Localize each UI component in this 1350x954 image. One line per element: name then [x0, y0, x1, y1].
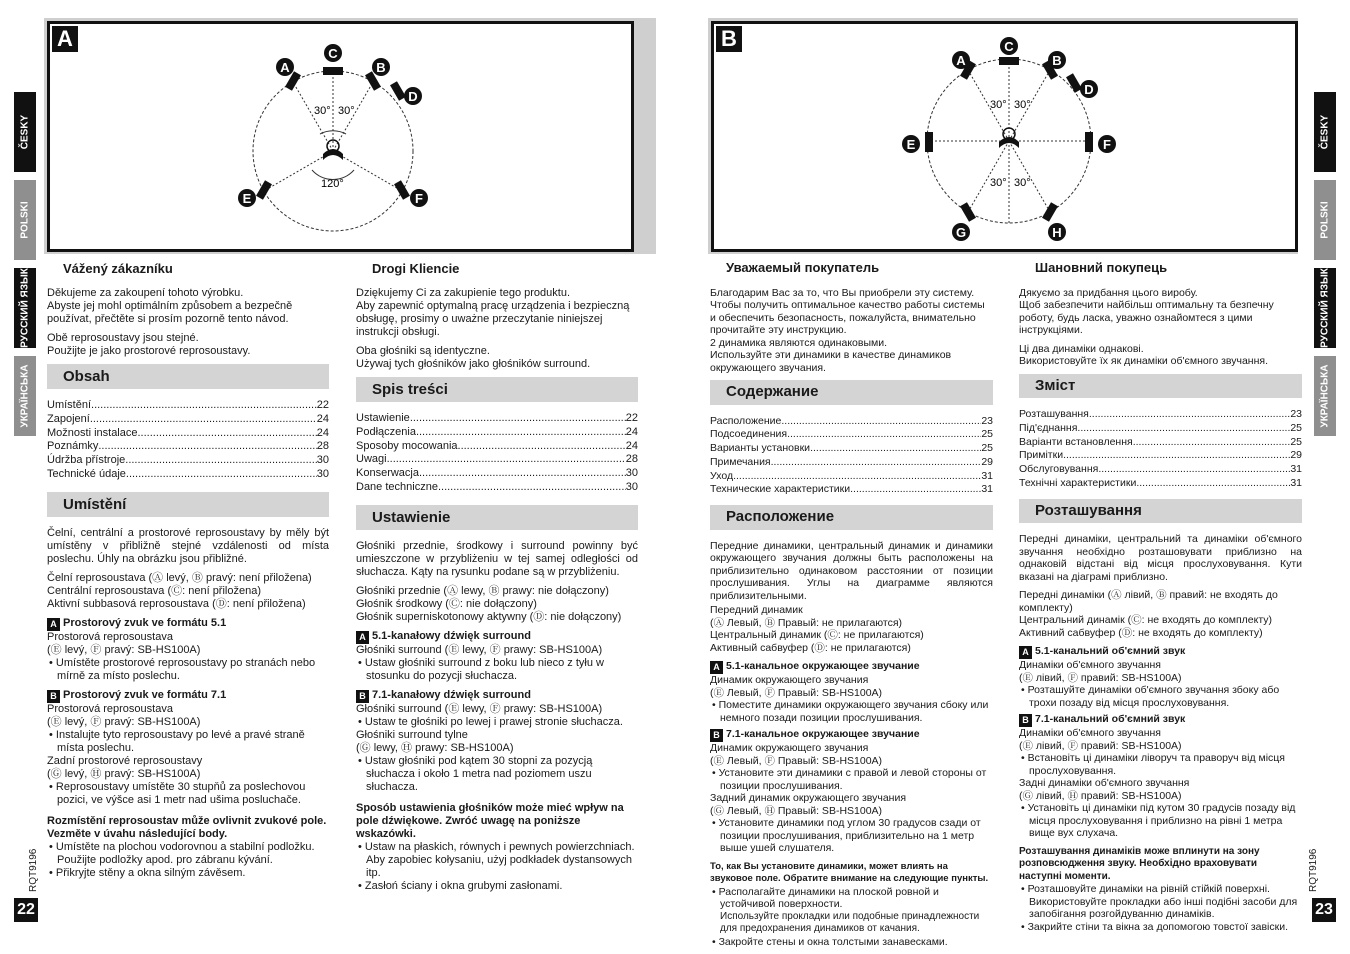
- text-line: (Ⓖ Левый, Ⓗ Правый: SB-HS100A): [710, 804, 883, 817]
- bullet-continuation: Використовуйте прокладки або інші подібні засоби для запобігання розгойдуванню динаміків.: [1029, 895, 1298, 921]
- toc-item: Розташування ..... 23: [1019, 408, 1302, 422]
- toc: [356, 412, 638, 495]
- column-russian: [710, 262, 993, 948]
- bullet: • Ustaw te głośniki po lewej i prawej stronie słuchacza.: [358, 715, 623, 728]
- tab-ukrainska-right: УКРАЇНСЬКА: [1314, 356, 1336, 436]
- svg-text:D: D: [1084, 82, 1094, 97]
- speaker-f-marker: [410, 189, 428, 207]
- bullet: • Розташуйте динаміки об'ємного звучання збоку або трохи позаду від місця прослуховування.: [1021, 684, 1280, 709]
- subhead-a: A 5.1-канальний об'ємний звук: [1019, 645, 1302, 659]
- note-heading: То, как Вы установите динамики, может влиять на звуковое поле. Обратите внимание на следующие пункты.: [710, 860, 989, 885]
- bullet: • Instalujte tyto reprosoustavy po levé a pravé straně místa poslechu.: [49, 728, 305, 754]
- toc: [1019, 408, 1302, 491]
- speaker-b-marker: [372, 58, 390, 76]
- speaker-c-bar: [999, 57, 1019, 65]
- speaker-c-marker: [324, 44, 342, 62]
- column-czech: [47, 262, 329, 880]
- text-line: Динамик окружающего звучания: [710, 742, 869, 755]
- bullet: • Установіть ці динаміки під кутом 30 градусів позаду від місця прослуховування і приблизно на рівні 1 метра вище вух слухача.: [1021, 802, 1296, 840]
- speaker-a-marker: [952, 51, 970, 69]
- section-title: Ustawienie: [356, 505, 638, 530]
- toc-item: Уход ..... 31: [710, 470, 993, 484]
- bullet: • Располагайте динамики на плоской ровной и устойчивой поверхности.: [712, 885, 939, 911]
- figure-b-7-1-layout: [711, 21, 1298, 252]
- figure-a-diagram: [50, 24, 631, 249]
- section-title: Umístění: [47, 492, 329, 517]
- tab-russkiy-right: РУССКИЙ ЯЗЫК: [1314, 268, 1336, 348]
- speaker-c-bar: [323, 67, 343, 75]
- speaker-list: Передний динамик (Ⓐ Левый, Ⓑ Правый: не прилагаются) Центральный динамик (Ⓒ: не прилагаются) Активный сабвуфер (Ⓓ: не прилагаются): [710, 604, 924, 654]
- intro-note: Oba głośniki są identyczne. Używaj tych głośników jako głośników surround.: [356, 345, 591, 370]
- speaker-list: Głośniki przednie (Ⓐ lewy, Ⓑ prawy: nie dołączony) Głośnik środkowy (Ⓒ: nie dołączony) Głośnik superniskotonowy aktywny (Ⓓ: nie dołączony): [356, 584, 622, 623]
- intro: Дякуємо за придбання цього виробу. Щоб забезпечити найбільш оптимальну та безпечну роботу, будь ласка, уважно ознайомтеся з цими інструкціями.: [1019, 286, 1274, 336]
- figure-a-5-1-layout: [47, 21, 634, 252]
- text-line: (Ⓖ lewy, Ⓗ prawy: SB-HS100A): [356, 741, 514, 754]
- doc-code-left: RQT9196: [28, 848, 39, 892]
- subhead-b: B Prostorový zvuk ve formátu 7.1: [47, 689, 329, 703]
- text-line: Динаміки об'ємного звучання: [1019, 659, 1161, 672]
- speaker-h-bar: [1042, 202, 1058, 222]
- tab-cesky-right: ČESKY: [1314, 92, 1336, 172]
- svg-text:E: E: [906, 137, 916, 152]
- text-line: (Ⓖ levý, Ⓗ pravý: SB-HS100A): [47, 767, 201, 780]
- svg-text:A: A: [280, 60, 290, 75]
- section-title: Расположение: [710, 505, 993, 530]
- svg-text:B: B: [1052, 53, 1062, 68]
- page-number-right: 23: [1312, 898, 1336, 922]
- svg-text:C: C: [328, 46, 338, 61]
- text-line: Zadní prostorové reprosoustavy: [47, 754, 203, 767]
- svg-text:B: B: [376, 60, 386, 75]
- speaker-list: Čelní reprosoustava (Ⓐ levý, Ⓑ pravý: není přiložena) Centrální reprosoustava (Ⓒ: není přiložena) Aktivní subbasová reprosoustava (Ⓓ: není přiložena): [47, 571, 312, 610]
- bullet: • Розташовуйте динаміки на рівній стійкій поверхні.: [1021, 883, 1270, 896]
- toc-item: Ustawienie ..... 22: [356, 412, 638, 426]
- bullet: • Поместите динамики окружающего звучания сбоку или немного позади позиции прослушивания.: [712, 699, 989, 724]
- intro-note: Obě reprosoustavy jsou stejné. Použijte je jako prostorové reprosoustavy.: [47, 332, 251, 357]
- bullet: • Закрийте стіни та вікна за допомогою товстої завіски.: [1021, 920, 1289, 933]
- intro: Dziękujemy Ci za zakupienie tego produktu. Aby zapewnić optymalną pracę urządzenia i bezpieczną obsługę, prosimy o uważne przeczytanie niniejszej instrukcji obsługi.: [356, 287, 630, 338]
- toc-item: Технічні характеристики ..... 31: [1019, 477, 1302, 491]
- speaker-f-bar: [1085, 132, 1093, 152]
- toc-item: Dane techniczne ..... 30: [356, 481, 638, 495]
- speaker-f-marker: [1098, 135, 1116, 153]
- toc-item: Údržba přístroje ..... 30: [47, 454, 329, 468]
- svg-text:E: E: [242, 191, 252, 206]
- speaker-e-bar: [256, 180, 272, 200]
- figure-a-angle-bottom: 120°: [321, 178, 344, 190]
- text-line: Динамик окружающего звучания: [710, 674, 869, 687]
- figure-b-angle-bottom-left: 30°: [990, 177, 1007, 189]
- bullet: • Umístěte na plochou vodorovnou a stabilní podložku.: [49, 840, 315, 853]
- figure-a-letter: A: [52, 26, 78, 52]
- bullet: • Přikryjte stěny a okna silným závěsem.: [49, 866, 246, 879]
- speaker-e-marker: [238, 189, 256, 207]
- bullet-continuation: Aby zapobiec kołysaniu, użyj podkładek dystansowych itp.: [366, 853, 632, 879]
- bullet: • Встановіть ці динаміки ліворуч та праворуч від місця прослуховування.: [1021, 752, 1285, 777]
- toc-item: Примечания ..... 29: [710, 456, 993, 470]
- toc-title: Spis treści: [356, 377, 638, 402]
- intro: Děkujeme za zakoupení tohoto výrobku. Abyste jej mohl optimálním způsobem a bezpečně používat, přečtěte si prosím pozorně tento návod.: [47, 287, 293, 325]
- intro: Благодарим Вас за то, что Вы приобрели эту систему. Чтобы получить оптимальное качество работы системы и обеспечить безопасность, пожалуйста, внимательно прочитайте эту инструкцию. 2 динамика являются одинаковыми. Используйте эти динамики в качестве динамиков окружающего звучания.: [710, 286, 985, 374]
- toc-item: Під'єднання ..... 25: [1019, 422, 1302, 436]
- toc-item: Варіанти встановлення ..... 25: [1019, 436, 1302, 450]
- tab-polski-right: POLSKI: [1314, 180, 1336, 260]
- text-line: (Ⓖ лівий, Ⓗ правий: SB-HS100A): [1019, 789, 1182, 802]
- toc-item: Technické údaje ..... 30: [47, 468, 329, 482]
- note-heading: Sposób ustawienia głośników może mieć wpływ na pole dźwiękowe. Zwróć uwagę na poniższe wskazówki.: [356, 801, 624, 840]
- tab-polski-left: POLSKI: [14, 180, 36, 260]
- speaker-f-bar: [394, 180, 410, 200]
- speaker-e-bar: [925, 132, 933, 152]
- tab-cesky-left: ČESKY: [14, 92, 36, 172]
- column-polish: [356, 262, 638, 893]
- bullet: • Ustaw głośniki pod kątem 30 stopni za pozycją słuchacza i około 1 metra nad poziomem uszu słuchacza.: [358, 754, 593, 793]
- bullet: • Закройте стены и окна толстыми занавесками.: [712, 935, 948, 948]
- toc-title: Содержание: [710, 380, 993, 405]
- speaker-d-marker: [1080, 80, 1098, 98]
- placement-text: Głośniki przednie, środkowy i surround powinny być umieszczone w przybliżeniu w tej samej odległości od słuchacza. Kąty na rysunku podane są w przybliżeniu.: [356, 539, 638, 578]
- bullet: • Zasłoń ściany i okna grubymi zasłonami.: [358, 879, 563, 892]
- greeting: Drogi Kliencie: [372, 261, 460, 276]
- greeting: Vážený zákazníku: [63, 261, 173, 276]
- bullet: • Ustaw głośniki surround z boku lub nieco z tyłu w stosunku do pozycji słuchacza.: [358, 656, 604, 682]
- bullet: • Установите эти динамики с правой и левой стороны от позиции прослушивания.: [712, 767, 987, 792]
- bullet: • Umístěte prostorové reprosoustavy po stranách nebo mírně za místo poslechu.: [49, 656, 316, 682]
- toc-item: Технические характеристики ..... 31: [710, 483, 993, 497]
- toc-item: Sposoby mocowania ..... 24: [356, 440, 638, 454]
- greeting: Уважаемый покупатель: [726, 260, 880, 275]
- bullet-continuation: Используйте прокладки или подобные принадлежности для предохранения динамиков от качания.: [720, 910, 980, 935]
- subhead-b: B 7.1-канальний об'ємний звук: [1019, 713, 1302, 727]
- svg-text:G: G: [955, 225, 967, 240]
- toc-item: Примітки ..... 29: [1019, 449, 1302, 463]
- speaker-e-marker: [902, 135, 920, 153]
- svg-text:D: D: [408, 89, 418, 104]
- toc-item: Uwagi ..... 28: [356, 453, 638, 467]
- figure-b-letter: B: [716, 26, 742, 52]
- text-line: Głośniki surround (Ⓔ lewy, Ⓕ prawy: SB-HS100A): [356, 702, 603, 715]
- bullet: • Установите динамики под углом 30 градусов сзади от позиции прослушивания, приблизительно на 1 метр выше ушей слушателя.: [712, 817, 981, 855]
- page-number-left: 22: [14, 898, 38, 922]
- svg-text:C: C: [1004, 39, 1014, 54]
- toc: [710, 415, 993, 498]
- speaker-list: Передні динаміки (Ⓐ лівий, Ⓑ правий: не входять до комплекту) Центральний динамік (Ⓒ: не входять до комплекту) Активний сабвуфер (Ⓓ: не входять до комплекту): [1019, 589, 1278, 639]
- note-heading: Розташування динаміків може вплинути на зону розповсюдження звуку. Необхідно враховувати наступні моменти.: [1019, 845, 1260, 882]
- toc-item: Umístění ..... 22: [47, 399, 329, 413]
- text-line: Głośniki surround tylne: [356, 728, 468, 741]
- toc-title: Obsah: [47, 364, 329, 389]
- figure-b-angle-top-right: 30°: [1014, 99, 1031, 111]
- toc-title: Зміст: [1019, 374, 1302, 399]
- toc-item: Варианты установки ..... 25: [710, 442, 993, 456]
- text-line: Głośniki surround (Ⓔ lewy, Ⓕ prawy: SB-HS100A): [356, 643, 603, 656]
- text-line: (Ⓔ лівий, Ⓕ правий: SB-HS100A): [1019, 739, 1182, 752]
- toc-item: Подсоединения ..... 25: [710, 428, 993, 442]
- text-line: (Ⓔ levý, Ⓕ pravý: SB-HS100A): [47, 715, 201, 728]
- speaker-d-marker: [404, 87, 422, 105]
- tab-ukrainska-left: УКРАЇНСЬКА: [14, 356, 36, 436]
- toc-item: Podłączenia ..... 24: [356, 426, 638, 440]
- figure-b-angle-bottom-right: 30°: [1014, 177, 1031, 189]
- toc-item: Zapojení ..... 24: [47, 413, 329, 427]
- subhead-a: A 5.1-kanałowy dźwięk surround: [356, 630, 638, 644]
- intro-note: Ці два динаміки однакові. Використовуйте їх як динаміки об'ємного звучання.: [1019, 342, 1269, 367]
- toc-item: Обслуговування ..... 31: [1019, 463, 1302, 477]
- speaker-a-marker: [276, 58, 294, 76]
- text-line: (Ⓔ Левый, Ⓕ Правый: SB-HS100A): [710, 754, 883, 767]
- svg-text:F: F: [1103, 137, 1111, 152]
- text-line: Prostorová reprosoustava: [47, 630, 173, 643]
- note-heading: Rozmístění reprosoustav může ovlivnit zvukové pole. Vezměte v úvahu následující body.: [47, 814, 327, 840]
- speaker-g-marker: [952, 223, 970, 241]
- placement-text: Передние динамики, центральный динамик и динамики окружающего звучания должны быть расположены на приблизительно одинаковом расстоянии от позиции прослушивания. Углы на диаграмме являются приблизительными.: [710, 539, 993, 602]
- bullet: • Ustaw na płaskich, równych i pewnych powierzchniach.: [358, 840, 635, 853]
- svg-text:F: F: [415, 191, 423, 206]
- toc-item: Расположение ..... 23: [710, 415, 993, 429]
- column-ukrainian: [1019, 262, 1302, 933]
- text-line: Prostorová reprosoustava: [47, 702, 173, 715]
- figure-b-diagram: [714, 24, 1295, 249]
- speaker-h-marker: [1048, 223, 1066, 241]
- text-line: (Ⓔ levý, Ⓕ pravý: SB-HS100A): [47, 643, 201, 656]
- greeting: Шановний покупець: [1035, 260, 1168, 275]
- section-title: Розташування: [1019, 499, 1302, 524]
- svg-text:H: H: [1052, 225, 1062, 240]
- placement-text: Передні динаміки, центральний та динаміки об'ємного звучання необхідно розташовувати приблизно на однаковій відстані від місця прослуховування. Кути вказані на діаграмі приблизно.: [1019, 533, 1302, 583]
- text-line: Задні динаміки об'ємного звучання: [1019, 777, 1190, 790]
- subhead-a: A 5.1-канальное окружающее звучание: [710, 660, 993, 674]
- toc-item: Konserwacja ..... 30: [356, 467, 638, 481]
- speaker-g-bar: [960, 202, 976, 222]
- figure-b-angle-top-left: 30°: [990, 99, 1007, 111]
- subhead-b: B 7.1-kanałowy dźwięk surround: [356, 689, 638, 703]
- speaker-d-bar: [390, 81, 406, 101]
- text-line: (Ⓔ Левый, Ⓕ Правый: SB-HS100A): [710, 686, 883, 699]
- toc-item: Možnosti instalace ..... 24: [47, 427, 329, 441]
- speaker-b-marker: [1048, 51, 1066, 69]
- figure-a-angle-left: 30°: [314, 105, 331, 117]
- speaker-c-marker: [1000, 37, 1018, 55]
- text-line: Задний динамик окружающего звучания: [710, 792, 907, 805]
- bullet: • Reprosoustavy umístěte 30 stupňů za poslechovou pozici, ve výšce asi 1 metr nad ušima posluchače.: [49, 780, 306, 806]
- toc-item: Poznámky ..... 28: [47, 440, 329, 454]
- subhead-a: A Prostorový zvuk ve formátu 5.1: [47, 617, 329, 631]
- subhead-b: B 7.1-канальное окружающее звучание: [710, 728, 993, 742]
- placement-text: Čelní, centrální a prostorové reprosoustavy by měly být umístěny v přibližně stejné vzdálenosti od místa poslechu. Úhly na obrázku jsou přibližné.: [47, 526, 329, 565]
- svg-text:A: A: [956, 53, 966, 68]
- speaker-d-bar: [1066, 73, 1082, 93]
- figure-a-angle-right: 30°: [338, 105, 355, 117]
- toc: [47, 399, 329, 482]
- text-line: (Ⓔ лівий, Ⓕ правий: SB-HS100A): [1019, 671, 1182, 684]
- bullet-continuation: Použijte podložky apod. pro zábranu kývání.: [57, 853, 273, 866]
- doc-code-right: RQT9196: [1308, 848, 1319, 892]
- tab-russkiy-left: РУССКИЙ ЯЗЫК: [14, 268, 36, 348]
- text-line: Динаміки об'ємного звучання: [1019, 727, 1161, 740]
